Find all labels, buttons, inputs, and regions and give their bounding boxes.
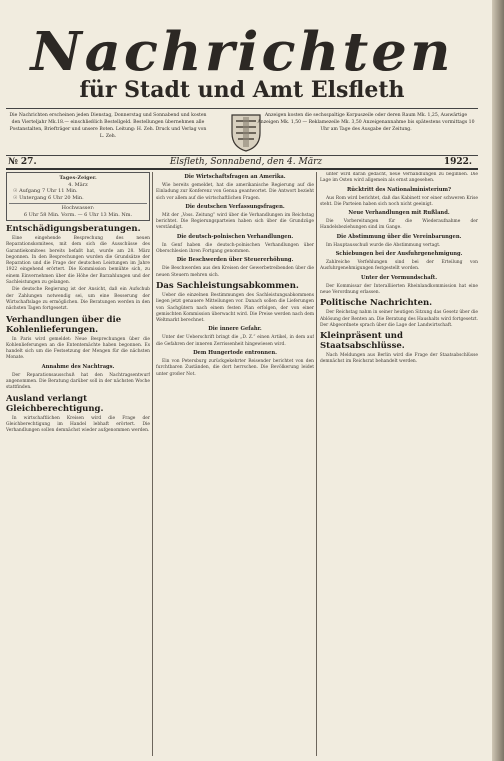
article-paragraph: Der Reparationsausschuß hat den Nachtragsentwurf angenommen. Die Beratung darüber soll in der nächsten Woche stattfinden.	[6, 372, 150, 391]
subscription-info: Die Nachrichten erscheinen jeden Dienstag, Donnerstag und Sonnabend und kosten den Vierteljahr Mk.18.— einschließlich Bestellgeld. Bestellungen übernehmen alle Postanstalten, Briefträger und unsere Boten. Leitung: H. Zeh. Druck und Verlag von L. Zeh.	[9, 113, 207, 139]
column-divider	[152, 172, 153, 756]
article-subheadline: Neue Verhandlungen mit Rußland.	[348, 210, 450, 217]
article-paragraph: unter wird daran gedacht, neue Verhandlungen zu beginnen. Die Lage im Osten wird allgemein als ernst angesehen.	[320, 172, 478, 184]
article-paragraph: In wirtschaftlichen Kreisen wird die Frage der Gleichberechtigung im Handel lebhaft erörtert. Die Verhandlungen sollen demnächst wieder aufgenommen werden.	[6, 415, 150, 434]
article-paragraph: Die Vorbereitungen für die Wiederaufnahme der Handelsbeziehungen sind im Gange.	[320, 219, 478, 231]
article-paragraph: Die deutsche Regierung ist der Ansicht, daß ein Aufschub der Zahlungen notwendig sei, um eine Besserung der Wirtschaftslage zu ermöglichen. Die Beratungen werden in den nächsten Tagen fortgesetzt.	[6, 287, 150, 312]
daily-info-title: Tages-Zeiger.	[59, 175, 97, 181]
article-paragraph: Der Kommissar der Interalliierten Rheinlandkommission hat eine neue Verordnung erlassen.	[320, 283, 478, 295]
article-subheadline: Dem Hungertode entronnen.	[193, 350, 277, 357]
article-paragraph: Im Hauptausschuß wurde die Abstimmung vertagt.	[326, 242, 441, 248]
article-subheadline: Die Abstimmung über die Vereinbarungen.	[336, 233, 462, 240]
masthead	[6, 22, 478, 102]
article-paragraph: Der Reichstag nahm in seiner heutigen Sitzung das Gesetz über die Ablösung der Renten an. Die Beratung des Haushalts wird fortgesetzt. Der Abgeordnete sprach über die Lage der Landwirtschaft.	[320, 310, 478, 328]
column-3	[320, 172, 478, 756]
article-headline: Politische Nachrichten.	[320, 298, 433, 309]
issue-year: 1922.	[443, 157, 472, 167]
article-paragraph: Aus Rom wird berichtet, daß das Kabinett vor einer schweren Krise steht. Die Parteien haben sich noch nicht geeinigt.	[320, 195, 478, 207]
article-paragraph: Mit der „Voss. Zeitung“ wird über die Verhandlungen im Reichstag berichtet. Die Regierungsparteien haben sich über die Grundzüge verständigt.	[156, 212, 314, 231]
sunset-line: ☉ Untergang 6 Uhr 20 Min.	[13, 194, 84, 201]
article-subheadline: Die deutsch-polnischen Verhandlungen.	[176, 233, 294, 240]
article-subheadline: Schiebungen bei der Ausfuhrgenehmigung.	[335, 251, 463, 258]
article-subheadline: Rücktritt des Nationalministerium?	[346, 186, 452, 193]
article-paragraph: Eine eingehende Besprechung des neuen Reparationskomitees, mit dem sich die Ausschüsse des Garantiekomitees bereits befaßt hat, wurde am 28. März begonnen. In den Besprechungen wurden die Grundsätze der Reparation und die Frage der deutschen Leistungen im Jahre 1922 eingehend erörtert. Die Kommission bemühte sich, zu einem Einvernehmen über die Höhe der Barzahlungen und der Sachleistungen zu gelangen.	[6, 236, 150, 286]
article-paragraph: Zahlreiche Verfehlungen sind bei der Erteilung von Ausfuhrgenehmigungen festgestellt worden.	[320, 260, 478, 272]
article-subheadline: Unter der Vormundschaft.	[360, 274, 438, 281]
masthead-subtitle: für Stadt und Amt Elsfleth	[79, 77, 405, 103]
article-subheadline: Die innere Gefahr.	[208, 326, 262, 333]
dateline	[6, 156, 478, 170]
issue-number: № 27.	[8, 157, 37, 167]
column-divider	[316, 172, 317, 756]
article-subheadline: Die Beschwerden über Steuererhöhung.	[176, 257, 294, 264]
daily-info-date: 4. März	[68, 181, 88, 188]
masthead-title: Nachrichten	[30, 20, 454, 84]
issue-date: Elsfleth, Sonnabend, den 4. März	[169, 157, 323, 167]
article-subheadline: Die Wirtschaftsfragen an Amerika.	[184, 174, 286, 180]
article-headline: Kleinpräsent und Staatsabschlüsse.	[320, 331, 405, 352]
article-headline: Entschädigungsberatungen.	[6, 224, 141, 234]
article-paragraph: In Genf haben die deutsch-polnischen Verhandlungen über Oberschlesien ihren Fortgang genommen.	[156, 242, 314, 255]
column-2	[156, 172, 314, 756]
tide-title: Hochwasser:	[9, 203, 147, 212]
page-binding-edge	[492, 0, 504, 761]
article-headline: Verhandlungen über die Kohlenlieferungen.	[6, 314, 122, 335]
article-paragraph: Ein von Petersburg zurückgekehrter Reisender berichtet von den furchtbaren Zuständen, die dort herrschen. Die Bevölkerung leidet unter großer Not.	[156, 359, 314, 377]
tide-times: 6 Uhr 58 Min. Vorm. — 6 Uhr 13 Min. Nm.	[23, 211, 133, 218]
article-paragraph: Ueber die einzelnen Bestimmungen des Sachleistungsabkommens liegen jetzt genauere Mitteilungen vor. Danach sollen die Lieferungen von Sachgütern nach einem festen Plan erfolgen, der von einer gemischten Kommission überwacht wird. Die Preise werden nach dem Weltmarkt berechnet.	[156, 292, 314, 324]
column-1	[6, 172, 150, 756]
sunrise-line: ☉ Aufgang 7 Uhr 11 Min.	[13, 188, 78, 194]
article-headline: Das Sachleistungsabkommen.	[156, 280, 299, 291]
article-headline: Ausland verlangt Gleichberechtigung.	[6, 393, 104, 414]
article-subheadline: Die deutschen Verfassungsfragen.	[185, 203, 285, 210]
article-paragraph: Unter der Ueberschrift bringt die „D. Z.“ einen Artikel, in dem auf die Gefahren der inneren Zerrissenheit hingewiesen wird.	[156, 335, 314, 347]
header-info-row	[6, 108, 478, 156]
advertising-info: Anzeigen kosten die sechsspaltige Korpuszeile oder deren Raum Mk. 1,25, Auswärtige Anzeigen Mk. 1,50 — Reklamezeile Mk. 3,50 Anzeigenannahme bis spätestens vormittags 10 Uhr am Tage des Ausgabe der Zeitung.	[257, 113, 475, 132]
article-paragraph: Die Beschwerden aus den Kreisen der Gewerbetreibenden über die neuen Steuern mehren sich.	[156, 266, 314, 278]
article-paragraph: In Paris wird gemeldet: Neue Besprechungen über die Kohlenlieferungen an die Ententemächte haben begonnen. Es handelt sich um die Festsetzung der Mengen für die nächsten Monate.	[6, 336, 150, 361]
article-subheadline: Annahme des Nachtrags.	[41, 363, 115, 370]
daily-info-box	[6, 172, 150, 221]
article-paragraph: Wie bereits gemeldet, hat die amerikanische Regierung auf die Einladung zur Konferenz von Genua geantwortet. Die Antwort bezieht sich vor allem auf die wirtschaftlichen Fragen.	[156, 183, 314, 201]
article-paragraph: Nach Meldungen aus Berlin wird die Frage der Staatsabschlüsse demnächst im Reichsrat behandelt werden.	[320, 353, 478, 365]
